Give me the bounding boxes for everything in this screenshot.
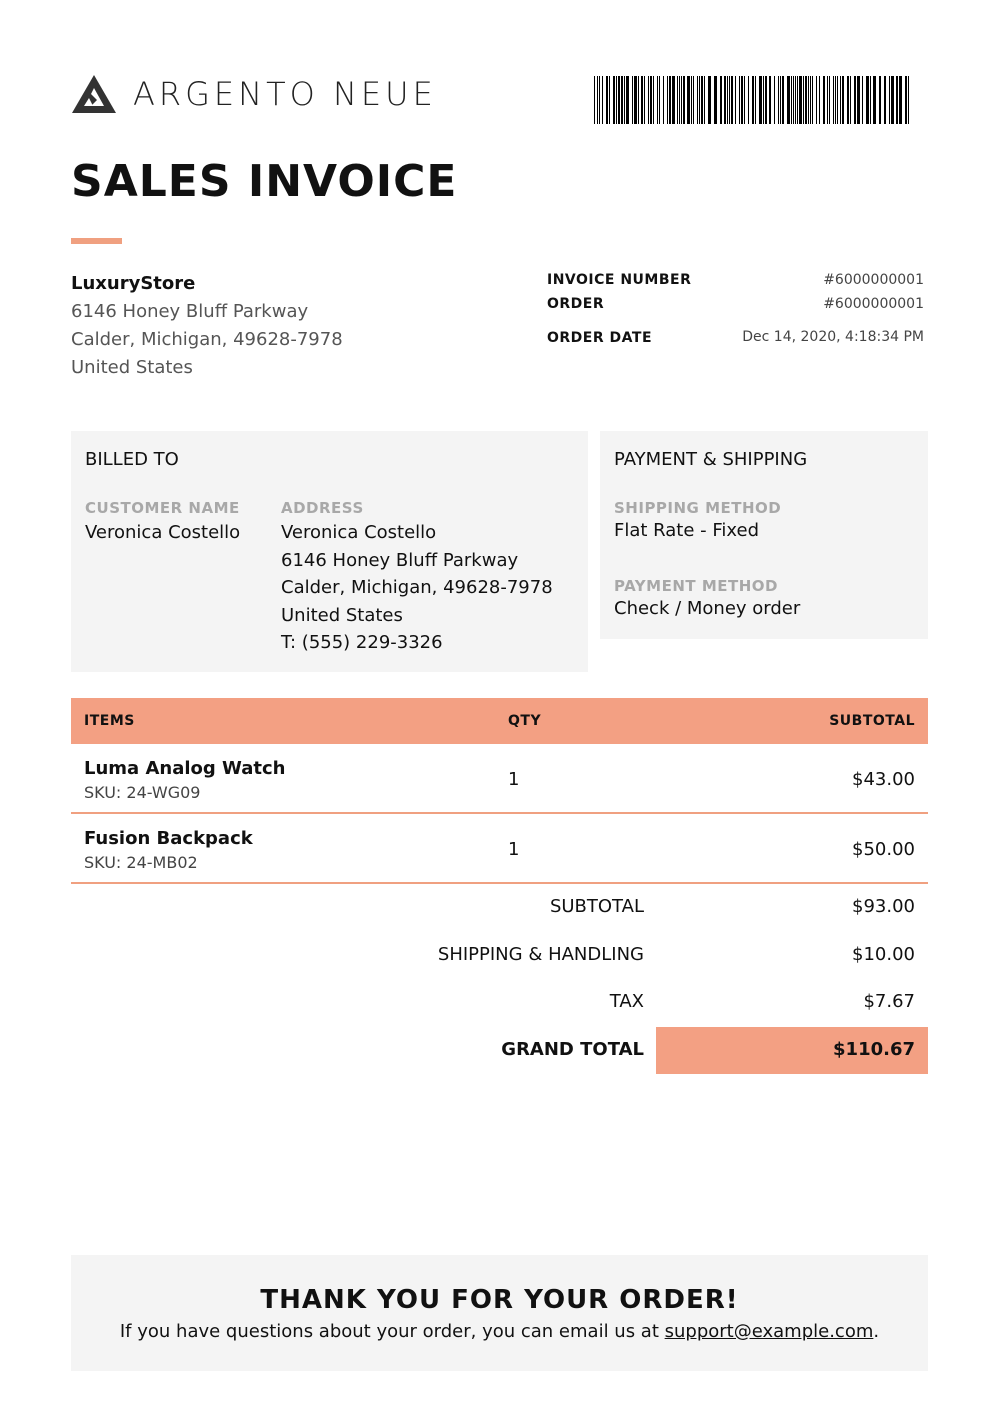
barcode-bar — [659, 76, 660, 124]
address-line: 6146 Honey Bluff Parkway — [281, 549, 519, 571]
barcode-bar — [866, 76, 869, 124]
barcode-bar — [667, 76, 668, 124]
barcode-bar — [729, 76, 730, 124]
barcode-bar — [697, 76, 698, 124]
address-label: ADDRESS — [281, 499, 364, 517]
barcode-bar — [819, 76, 820, 124]
title-accent-divider — [71, 238, 122, 244]
column-header-subtotal: SUBTOTAL — [829, 713, 915, 729]
payment-method-value: Check / Money order — [614, 598, 801, 619]
barcode-bar — [870, 76, 871, 124]
barcode-bar — [691, 76, 692, 124]
payment-shipping-title: PAYMENT & SHIPPING — [614, 449, 808, 470]
shipping-value: $10.00 — [852, 943, 915, 965]
barcode-bar — [606, 76, 608, 124]
table-row — [71, 744, 928, 814]
barcode-bar — [731, 76, 733, 124]
order-number-label: ORDER — [547, 296, 605, 312]
barcode-bar — [701, 76, 703, 124]
store-name: LuxuryStore — [71, 273, 196, 294]
barcode-bar — [829, 76, 830, 124]
barcode-bar — [769, 76, 771, 124]
barcode-bar — [803, 76, 804, 124]
thank-you-panel — [71, 1255, 928, 1371]
tax-row — [71, 979, 928, 1027]
billed-to-panel — [71, 431, 588, 672]
subtotal-row — [71, 884, 928, 932]
thank-you-text-end: . — [873, 1321, 880, 1342]
barcode-bar — [644, 76, 645, 124]
barcode-bar — [899, 76, 902, 124]
barcode-bar — [650, 76, 652, 124]
subtotal-label: SUBTOTAL — [549, 896, 644, 917]
subtotal-value: $93.00 — [852, 896, 915, 917]
payment-method-label: PAYMENT METHOD — [614, 577, 778, 595]
barcode-bar — [805, 76, 807, 124]
barcode-bar — [835, 76, 836, 124]
barcode-bar — [634, 76, 637, 124]
barcode-bar — [609, 76, 610, 124]
barcode-bar — [837, 76, 838, 124]
barcode-bar — [626, 76, 629, 124]
barcode-bar — [889, 76, 890, 124]
barcode-bar — [741, 76, 743, 124]
barcode-bar — [774, 76, 775, 124]
item-qty: 1 — [508, 769, 520, 790]
order-date-row — [547, 328, 924, 346]
item-subtotal: $43.00 — [852, 769, 915, 790]
store-address-line: United States — [71, 357, 193, 378]
barcode-bar — [699, 76, 700, 124]
barcode-bar — [908, 76, 909, 124]
shipping-method-label: SHIPPING METHOD — [614, 499, 782, 517]
brand-name: ARGENTO NEUE — [133, 75, 437, 113]
barcode-bar — [613, 76, 615, 124]
barcode-bar — [884, 76, 886, 124]
shipping-method-value: Flat Rate - Fixed — [614, 520, 760, 541]
barcode-bar — [759, 76, 762, 124]
address-line: Calder, Michigan, 49628-7978 — [281, 577, 553, 598]
barcode-bar — [763, 76, 764, 124]
barcode-bar — [795, 76, 796, 124]
barcode-bar — [681, 76, 682, 124]
barcode-bar — [812, 76, 813, 124]
shipping-method-field — [614, 499, 781, 545]
item-name: Fusion Backpack — [84, 828, 253, 849]
barcode-bar — [808, 76, 809, 124]
barcode-bar — [618, 76, 620, 124]
column-header-qty: QTY — [508, 713, 542, 729]
barcode-bar — [683, 76, 685, 124]
barcode-bar — [693, 76, 694, 124]
thank-you-message — [71, 1320, 928, 1344]
barcode-bar — [602, 76, 603, 124]
barcode-bar — [714, 76, 717, 124]
barcode-bar — [641, 76, 643, 124]
barcode-bar — [599, 76, 600, 124]
barcode-bar — [891, 76, 894, 124]
barcode-bar — [840, 76, 841, 124]
order-number-value: #6000000001 — [823, 296, 924, 312]
barcode-bar — [833, 76, 834, 124]
barcode-bar — [854, 76, 856, 124]
barcode-bar — [724, 76, 726, 124]
address-line: Veronica Costello — [281, 522, 437, 543]
invoice-number-value: #6000000001 — [823, 272, 924, 288]
barcode-bar — [708, 76, 711, 124]
barcode-bar — [704, 76, 705, 124]
barcode-bar — [787, 76, 790, 124]
order-date-value: Dec 14, 2020, 4:18:34 PM — [742, 329, 924, 345]
barcode-bar — [679, 76, 680, 124]
barcode-bar — [797, 76, 798, 124]
billed-to-title: BILLED TO — [85, 449, 179, 470]
barcode-bar — [778, 76, 779, 124]
barcode-bar — [616, 76, 617, 124]
phone-line: T: (555) 229-3326 — [281, 632, 443, 653]
item-qty: 1 — [508, 839, 520, 860]
brand-logo — [71, 74, 437, 114]
barcode-bar — [862, 76, 863, 124]
barcode-bar — [896, 76, 898, 124]
thank-you-text: If you have questions about your order, you can email us at — [119, 1321, 665, 1342]
customer-name-label: CUSTOMER NAME — [85, 499, 240, 517]
barcode-bar — [879, 76, 881, 124]
barcode-bar — [842, 76, 844, 124]
tax-label: TAX — [609, 991, 644, 1012]
column-header-items: ITEMS — [84, 713, 135, 729]
barcode-bar — [638, 76, 639, 124]
barcode-bar — [744, 76, 745, 124]
totals-block — [71, 884, 928, 1074]
order-date-label: ORDER DATE — [547, 330, 653, 346]
grand-total-label: GRAND TOTAL — [501, 1038, 644, 1060]
barcode-bar — [648, 76, 649, 124]
barcode-bar — [748, 76, 749, 124]
barcode-bar — [905, 76, 907, 124]
barcode-bar — [765, 76, 767, 124]
item-name: Luma Analog Watch — [84, 758, 286, 779]
barcode-bar — [735, 76, 736, 124]
invoice-number-label: INVOICE NUMBER — [547, 272, 692, 288]
item-sku: SKU: 24-MB02 — [84, 853, 198, 872]
store-address-line: 6146 Honey Bluff Parkway — [71, 301, 309, 322]
billing-address-field — [281, 499, 553, 657]
invoice-meta — [547, 272, 924, 346]
barcode-bar — [720, 76, 722, 124]
barcode-bar — [687, 76, 690, 124]
invoice-number-row — [547, 272, 924, 296]
barcode-bar — [657, 76, 658, 124]
barcode-bar — [782, 76, 784, 124]
table-row — [71, 814, 928, 884]
barcode-bar — [621, 76, 623, 124]
barcode-bar — [594, 76, 595, 124]
barcode-bar — [810, 76, 811, 124]
barcode-bar — [847, 76, 849, 124]
barcode-bar — [791, 76, 792, 124]
barcode-bar — [632, 76, 633, 124]
items-table-header — [71, 698, 928, 744]
support-email-link[interactable]: support@example.com — [664, 1321, 874, 1342]
argento-logo-icon — [71, 74, 117, 114]
barcode-bar — [755, 76, 756, 124]
customer-name-field — [85, 499, 240, 547]
barcode-bar — [816, 76, 817, 124]
customer-name-value: Veronica Costello — [85, 522, 241, 543]
barcode-bar — [677, 76, 678, 124]
page-title: SALES INVOICE — [71, 156, 458, 207]
grand-total-row — [71, 1027, 928, 1075]
item-sku: SKU: 24-WG09 — [84, 783, 201, 802]
barcode-bar — [624, 76, 625, 124]
barcode-bar — [823, 76, 825, 124]
order-number-row — [547, 296, 924, 320]
barcode-bar — [727, 76, 728, 124]
barcode-bar — [669, 76, 671, 124]
address-line: United States — [281, 604, 403, 626]
barcode-bar — [799, 76, 802, 124]
barcode-bar — [850, 76, 851, 124]
barcode-bar — [780, 76, 781, 124]
items-table — [71, 698, 928, 884]
payment-shipping-panel — [600, 431, 928, 639]
payment-method-field — [614, 577, 800, 623]
tax-value: $7.67 — [863, 991, 915, 1012]
barcode-image — [594, 76, 909, 124]
barcode-bar — [663, 76, 664, 124]
barcode-bar — [739, 76, 740, 124]
shipping-row — [71, 932, 928, 980]
barcode-bar — [827, 76, 828, 124]
item-subtotal: $50.00 — [852, 839, 915, 860]
barcode-bar — [672, 76, 675, 124]
barcode-bar — [793, 76, 794, 124]
shipping-label: SHIPPING & HANDLING — [437, 943, 644, 965]
store-address-line: Calder, Michigan, 49628-7978 — [71, 329, 343, 350]
barcode-bar — [752, 76, 754, 124]
barcode-bar — [653, 76, 654, 124]
barcode-bar — [873, 76, 876, 124]
barcode-bar — [597, 76, 598, 124]
barcode-bar — [857, 76, 860, 124]
grand-total-value: $110.67 — [833, 1038, 915, 1060]
thank-you-title: THANK YOU FOR YOUR ORDER! — [260, 1285, 739, 1315]
store-address-block — [71, 272, 343, 382]
